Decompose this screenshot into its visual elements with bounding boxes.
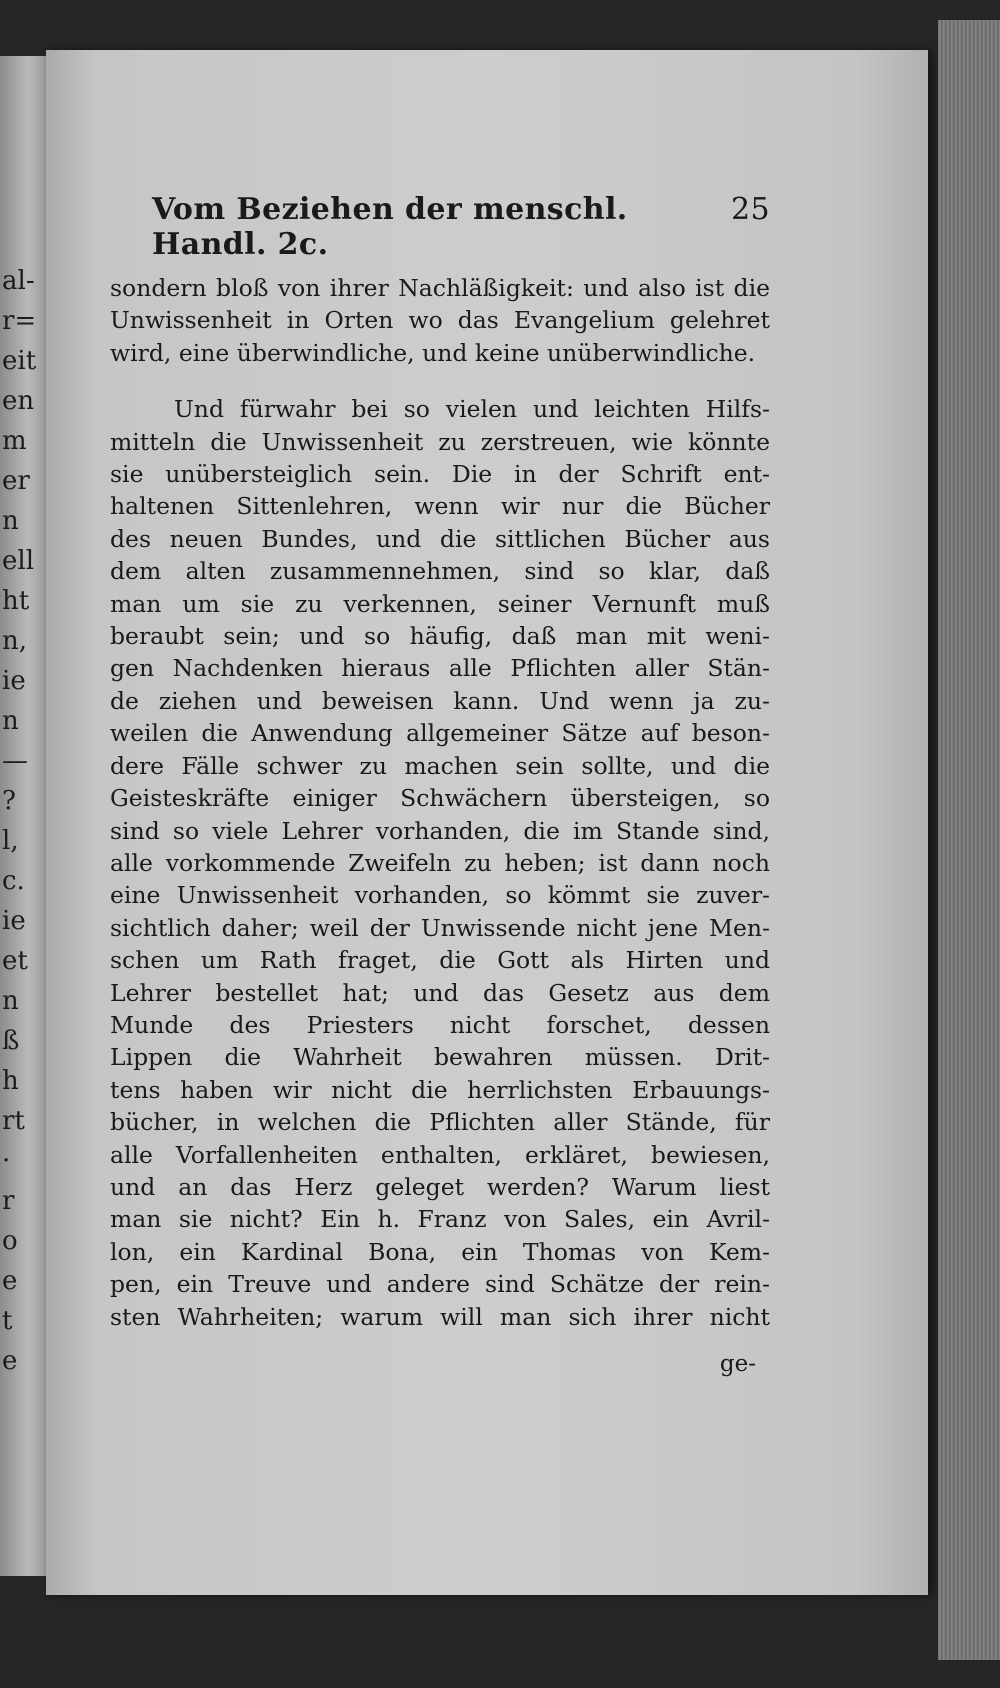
running-head-title: Vom Beziehen der menschl. Handl. 2c. <box>152 192 628 262</box>
facing-page-fragment: n <box>2 986 19 1016</box>
text-line: beraubt sein; und so häufig, daß man mit weni- <box>110 622 770 651</box>
text-line: Und fürwahr bei so vielen und leichten Hilfs- <box>174 395 770 424</box>
facing-page-fragment: ie <box>2 906 26 936</box>
text-line: wird, eine überwindliche, und keine unüberwindliche. <box>110 338 756 367</box>
facing-page-fragment: · <box>2 1146 11 1176</box>
text-line: des neuen Bundes, und die sittlichen Bücher aus <box>110 524 770 553</box>
paragraph-2 <box>110 393 770 1333</box>
text-line: bücher, in welchen die Pflichten aller Stände, für <box>110 1108 770 1137</box>
facing-page-fragment: ht <box>2 586 30 616</box>
text-line: sie unübersteiglich sein. Die in der Schrift ent- <box>110 460 770 489</box>
text-line: tens haben wir nicht die herrlichsten Erbauungs- <box>110 1075 770 1104</box>
facing-page-fragment: n <box>2 506 19 536</box>
text-line: sind so viele Lehrer vorhanden, die im Stande sind, <box>110 816 770 845</box>
text-line: dere Fälle schwer zu machen sein sollte, und die <box>110 751 770 780</box>
text-line: Unwissenheit in Orten wo das Evangelium gelehret <box>110 306 770 335</box>
facing-page-fragment: r <box>2 1186 15 1216</box>
right-page <box>46 50 928 1595</box>
text-line: und an das Herz geleget werden? Warum liest <box>110 1172 770 1201</box>
facing-page-fragment: r= <box>2 306 37 336</box>
left-page-edge <box>0 56 46 1576</box>
facing-page-fragment: t <box>2 1306 13 1336</box>
text-line: mitteln die Unwissenheit zu zerstreuen, wie könnte <box>110 427 770 456</box>
page-number: 25 <box>731 192 770 227</box>
facing-page-fragment: rt <box>2 1106 25 1136</box>
facing-page-fragment: l, <box>2 826 19 856</box>
facing-page-fragment: n <box>2 706 19 736</box>
catchword: ge- <box>719 1351 756 1377</box>
text-line: Munde des Priesters nicht forschet, dessen <box>110 1010 770 1039</box>
page-stack-edge <box>938 20 1000 1660</box>
text-line: weilen die Anwendung allgemeiner Sätze auf beson- <box>110 719 770 748</box>
text-line: sten Wahrheiten; warum will man sich ihrer nicht <box>110 1302 770 1331</box>
facing-page-fragment: er <box>2 466 30 496</box>
facing-page-fragment: ell <box>2 546 35 576</box>
text-line: Lehrer bestellet hat; und das Gesetz aus dem <box>110 978 770 1007</box>
text-line: sichtlich daher; weil der Unwissende nicht jene Men- <box>110 913 770 942</box>
facing-page-fragment: c. <box>2 866 25 896</box>
text-line: Lippen die Wahrheit bewahren müssen. Drit- <box>110 1043 770 1072</box>
text-line: sondern bloß von ihrer Nachläßigkeit: und also ist die <box>110 274 770 302</box>
text-line: man sie nicht? Ein h. Franz von Sales, ein Avril- <box>110 1205 770 1234</box>
facing-page-fragment: ie <box>2 666 26 696</box>
facing-page-fragment: o <box>2 1226 18 1256</box>
running-head <box>152 192 770 262</box>
text-line: alle vorkommende Zweifeln zu heben; ist dann noch <box>110 848 770 877</box>
facing-page-fragment: h <box>2 1066 19 1096</box>
paragraph-1 <box>110 272 770 369</box>
facing-page-fragment: n, <box>2 626 28 656</box>
facing-page-fragment: ß <box>2 1026 20 1056</box>
text-line: alle Vorfallenheiten enthalten, erkläret, bewiesen, <box>110 1140 770 1169</box>
text-line: schen um Rath fraget, die Gott als Hirten und <box>110 946 770 975</box>
facing-page-fragment: ? <box>2 786 16 816</box>
text-line: dem alten zusammennehmen, sind so klar, daß <box>110 557 770 586</box>
facing-page-fragment: m <box>2 426 27 456</box>
facing-page-fragment: — <box>2 746 28 776</box>
facing-page-fragment: al- <box>2 266 35 296</box>
text-line: lon, ein Kardinal Bona, ein Thomas von Kem- <box>110 1237 770 1266</box>
facing-page-fragment: en <box>2 386 35 416</box>
facing-page-fragment: et <box>2 946 28 976</box>
text-line: haltenen Sittenlehren, wenn wir nur die Bücher <box>110 492 770 521</box>
facing-page-fragment: e <box>2 1266 18 1296</box>
text-line: man um sie zu verkennen, seiner Vernunft muß <box>110 589 770 618</box>
text-line: de ziehen und beweisen kann. Und wenn ja zu- <box>110 686 770 715</box>
facing-page-fragment: eit <box>2 346 37 376</box>
text-line: gen Nachdenken hieraus alle Pflichten aller Stän- <box>110 654 770 683</box>
text-line: eine Unwissenheit vorhanden, so kömmt sie zuver- <box>110 881 770 910</box>
text-line: Geisteskräfte einiger Schwächern übersteigen, so <box>110 784 770 813</box>
text-block <box>110 192 770 1377</box>
text-line: pen, ein Treuve und andere sind Schätze der rein- <box>110 1270 770 1299</box>
facing-page-fragment: e <box>2 1346 18 1376</box>
